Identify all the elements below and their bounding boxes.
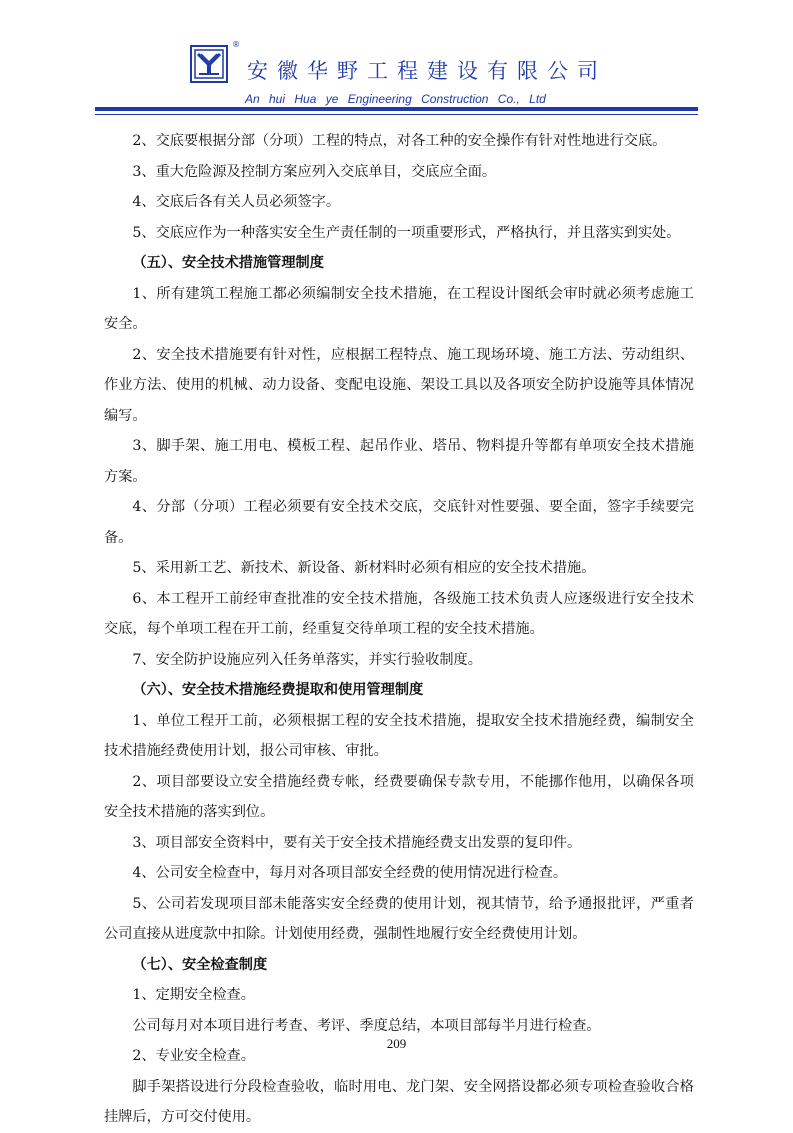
paragraph: 4、交底后各有关人员必须签字。 (132, 194, 341, 210)
paragraph: 4、分部（分项）工程必须要有安全技术交底，交底针对性要强、要全面，签字手续要完备。 (104, 499, 694, 546)
paragraph: 3、重大危险源及控制方案应列入交底单目，交底应全面。 (132, 163, 497, 180)
header-rule-thick (95, 107, 698, 111)
paragraph: 3、脚手架、施工用电、模板工程、起吊作业、塔吊、物料提升等都有单项安全技术措施方案。 (104, 438, 694, 485)
document-body (104, 126, 694, 1133)
paragraph: 2、安全技术措施要有针对性，应根据工程特点、施工现场环境、施工方法、劳动组织、作业方法、使用的机械、动力设备、变配电设施、架设工具以及各项安全防护设施等具体情况编写。 (104, 346, 694, 424)
paragraph: 3、项目部安全资料中，要有关于安全技术措施经费支出发票的复印件。 (132, 834, 582, 851)
page-number: 209 (386, 1036, 407, 1051)
section-heading: （五）、安全技术措施管理制度 (132, 255, 324, 271)
company-name-en: An hui Hua ye Engineering Construction Co., Ltd (245, 92, 546, 106)
header-rule-thin (95, 114, 698, 115)
paragraph: 2、专业安全检查。 (132, 1048, 255, 1064)
paragraph: 6、本工程开工前经审查批准的安全技术措施，各级施工技术负责人应逐级进行安全技术交底，每个单项工程在开工前，经重复交待单项工程的安全技术措施。 (104, 590, 694, 637)
paragraph: 7、安全防护设施应列入任务单落实，并实行验收制度。 (132, 651, 482, 668)
paragraph: 5、交底应作为一种落实安全生产责任制的一项重要形式，严格执行，并且落实到实处。 (132, 224, 681, 241)
paragraph: 4、公司安全检查中，每月对各项目部安全经费的使用情况进行检查。 (132, 865, 568, 881)
paragraph: 2、项目部要设立安全措施经费专帐，经费要确保专款专用，不能挪作他用，以确保各项安全技术措施的落实到位。 (104, 773, 694, 820)
paragraph: 1、所有建筑工程施工都必须编制安全技术措施，在工程设计图纸会审时就必须考虑施工安全。 (104, 285, 694, 332)
paragraph: 5、采用新工艺、新技术、新设备、新材料时必须有相应的安全技术措施。 (132, 560, 596, 576)
paragraph: 1、单位工程开工前，必须根据工程的安全技术措施，提取安全技术措施经费，编制安全技术措施经费使用计划，报公司审核、审批。 (104, 712, 694, 759)
paragraph: 脚手架搭设进行分段检查验收，临时用电、龙门架、安全网搭设都必须专项检查验收合格挂牌后，方可交付使用。 (104, 1078, 694, 1125)
company-name-cn: 安徽华野工程建设有限公司 (247, 59, 607, 83)
registered-mark: ® (232, 40, 240, 49)
logo-mark-icon (194, 49, 224, 79)
paragraph: 2、交底要根据分部（分项）工程的特点，对各工种的安全操作有针对性地进行交底。 (132, 133, 667, 149)
paragraph: 1、定期安全检查。 (132, 987, 255, 1003)
page-header (0, 0, 793, 125)
company-logo-icon (190, 45, 228, 83)
paragraph: 5、公司若发现项目部未能落实安全经费的使用计划，视其情节，给予通报批评，严重者公司直接从进度款中扣除。计划使用经费，强制性地履行安全经费使用计划。 (104, 895, 694, 942)
section-heading: （七）、安全检查制度 (132, 956, 268, 973)
section-heading: （六）、安全技术措施经费提取和使用管理制度 (132, 682, 424, 698)
paragraph: 公司每月对本项目进行考查、考评、季度总结，本项目部每半月进行检查。 (132, 1017, 601, 1034)
